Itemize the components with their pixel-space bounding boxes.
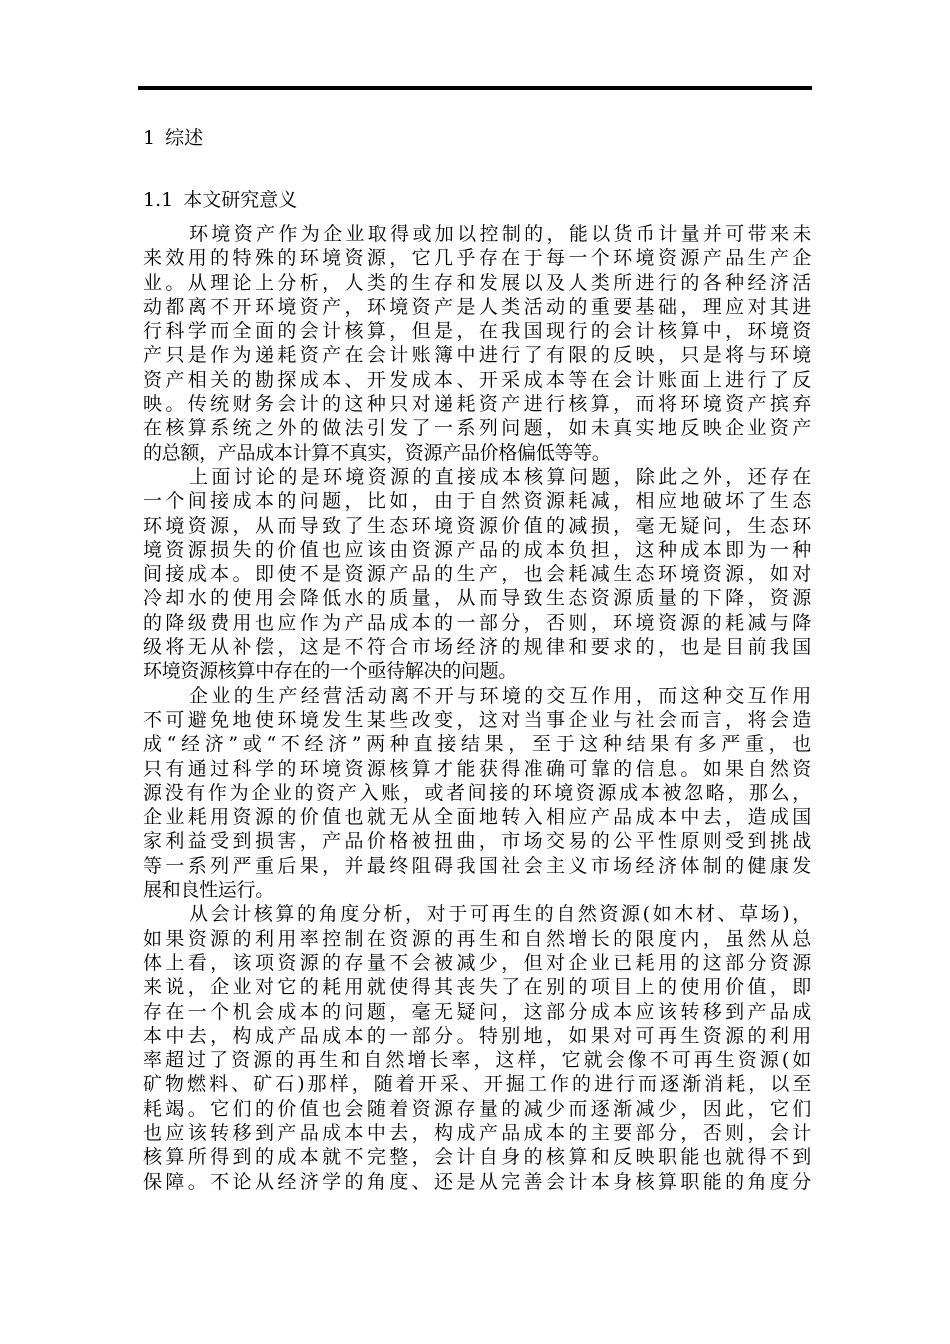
text-line: 如果资源的利用率控制在资源的再生和自然增长的限度内，虽然从总 [143, 927, 811, 950]
text-line: 展和良性运行。 [143, 879, 274, 902]
text-line: 资产相关的勘探成本、开发成本、开采成本等在会计账面上进行了反 [143, 368, 811, 391]
text-line: 体上看，该项资源的存量不会被减少，但对企业已耗用的这部分资源 [143, 951, 811, 974]
text-line: 一个间接成本的问题，比如，由于自然资源耗减，相应地破坏了生态 [143, 490, 811, 513]
text-line: 只有通过科学的环境资源核算才能获得准确可靠的信息。如果自然资 [143, 757, 811, 780]
text-line: 核算所得到的成本就不完整，会计自身的核算和反映职能也就得不到 [143, 1146, 811, 1169]
text-line: 企业耗用资源的价值也就无从全面地转入相应产品成本中去，造成国 [143, 806, 811, 829]
text-line: 家利益受到损害，产品价格被扭曲，市场交易的公平性原则受到挑战 [143, 830, 811, 853]
text-line: 环境资产作为企业取得或加以控制的，能以货币计量并可带来未 [189, 223, 811, 245]
text-line: 保障。不论从经济学的角度、还是从完善会计本身核算职能的角度分 [143, 1170, 811, 1193]
text-line: 产只是作为递耗资产在会计账簿中进行了有限的反映，只是将与环境 [143, 344, 811, 367]
text-line: 来效用的特殊的环境资源，它几乎存在于每一个环境资源产品生产企 [143, 247, 811, 270]
text-line: 矿物燃料、矿石)那样，随着开采、开掘工作的进行而逐渐消耗，以至 [143, 1073, 811, 1096]
text-line: 间接成本。即使不是资源产品的生产，也会耗减生态环境资源，如对 [143, 563, 811, 586]
text-line: 级将无从补偿，这是不符合市场经济的规律和要求的，也是目前我国 [143, 636, 811, 659]
text-line: 等一系列严重后果，并最终阻碍我国社会主义市场经济体制的健康发 [143, 854, 811, 877]
text-line: 环境资源核算中存在的一个亟待解决的问题。 [143, 660, 518, 683]
text-line: 映。传统财务会计的这种只对递耗资产进行核算，而将环境资产摈弃 [143, 393, 811, 416]
text-line: 不可避免地使环境发生某些改变，这对当事企业与社会而言，将会造 [143, 708, 811, 731]
section-number: 1 [143, 127, 156, 149]
text-line: 存在一个机会成本的问题，毫无疑问，这部分成本应该转移到产品成 [143, 1000, 811, 1023]
text-line: 来说，企业对它的耗用就使得其丧失了在别的项目上的使用价值，即 [143, 976, 811, 999]
text-line: 上面讨论的是环境资源的直接成本核算问题，除此之外，还存在 [189, 465, 811, 488]
text-line: 业。从理论上分析，人类的生存和发展以及人类所进行的各种经济活 [143, 271, 811, 294]
text-line: 企业的生产经营活动离不开与环境的交互作用，而这种交互作用 [189, 684, 811, 707]
section-title: 综述 [165, 127, 204, 149]
subsection-number: 1.1 [143, 189, 174, 211]
section-heading [143, 124, 203, 152]
text-line: 动都离不开环境资产，环境资产是人类活动的重要基础，理应对其进 [143, 295, 811, 318]
subsection-title: 本文研究意义 [183, 189, 298, 211]
subsection-heading [143, 186, 297, 214]
text-line: 率超过了资源的再生和自然增长率，这样，它就会像不可再生资源(如 [143, 1049, 811, 1072]
text-line: 行科学而全面的会计核算，但是，在我国现行的会计核算中，环境资 [143, 320, 811, 343]
text-line: 境资源损失的价值也应该由资源产品的成本负担，这种成本即为一种 [143, 538, 811, 561]
text-line: 的总额，产品成本计算不真实，资源产品价格偏低等等。 [143, 441, 611, 464]
body-text [143, 222, 811, 1194]
text-line: 环境资源，从而导致了生态环境资源价值的减损，毫无疑问，生态环 [143, 514, 811, 537]
text-line: 在核算系统之外的做法引发了一系列问题，如未真实地反映企业资产 [143, 417, 811, 440]
text-line: 也应该转移到产品成本中去，构成产品成本的主要部分，否则，会计 [143, 1121, 811, 1144]
text-line: 从会计核算的角度分析，对于可再生的自然资源(如木材、草场)， [189, 903, 811, 926]
text-line: 本中去，构成产品成本的一部分。特别地，如果对可再生资源的利用 [143, 1024, 811, 1047]
text-line: 源没有作为企业的资产入账，或者间接的环境资源成本被忽略，那么， [143, 781, 811, 804]
text-line: 耗竭。它们的价值也会随着资源存量的减少而逐渐减少，因此，它们 [143, 1097, 811, 1120]
text-line: 成“经济”或“不经济”两种直接结果，至于这种结果有多严重，也 [143, 733, 811, 756]
header-rule [138, 86, 812, 90]
text-line: 的降级费用也应作为产品成本的一部分，否则，环境资源的耗减与降 [143, 611, 811, 634]
text-line: 冷却水的使用会降低水的质量，从而导致生态资源质量的下降，资源 [143, 587, 811, 610]
